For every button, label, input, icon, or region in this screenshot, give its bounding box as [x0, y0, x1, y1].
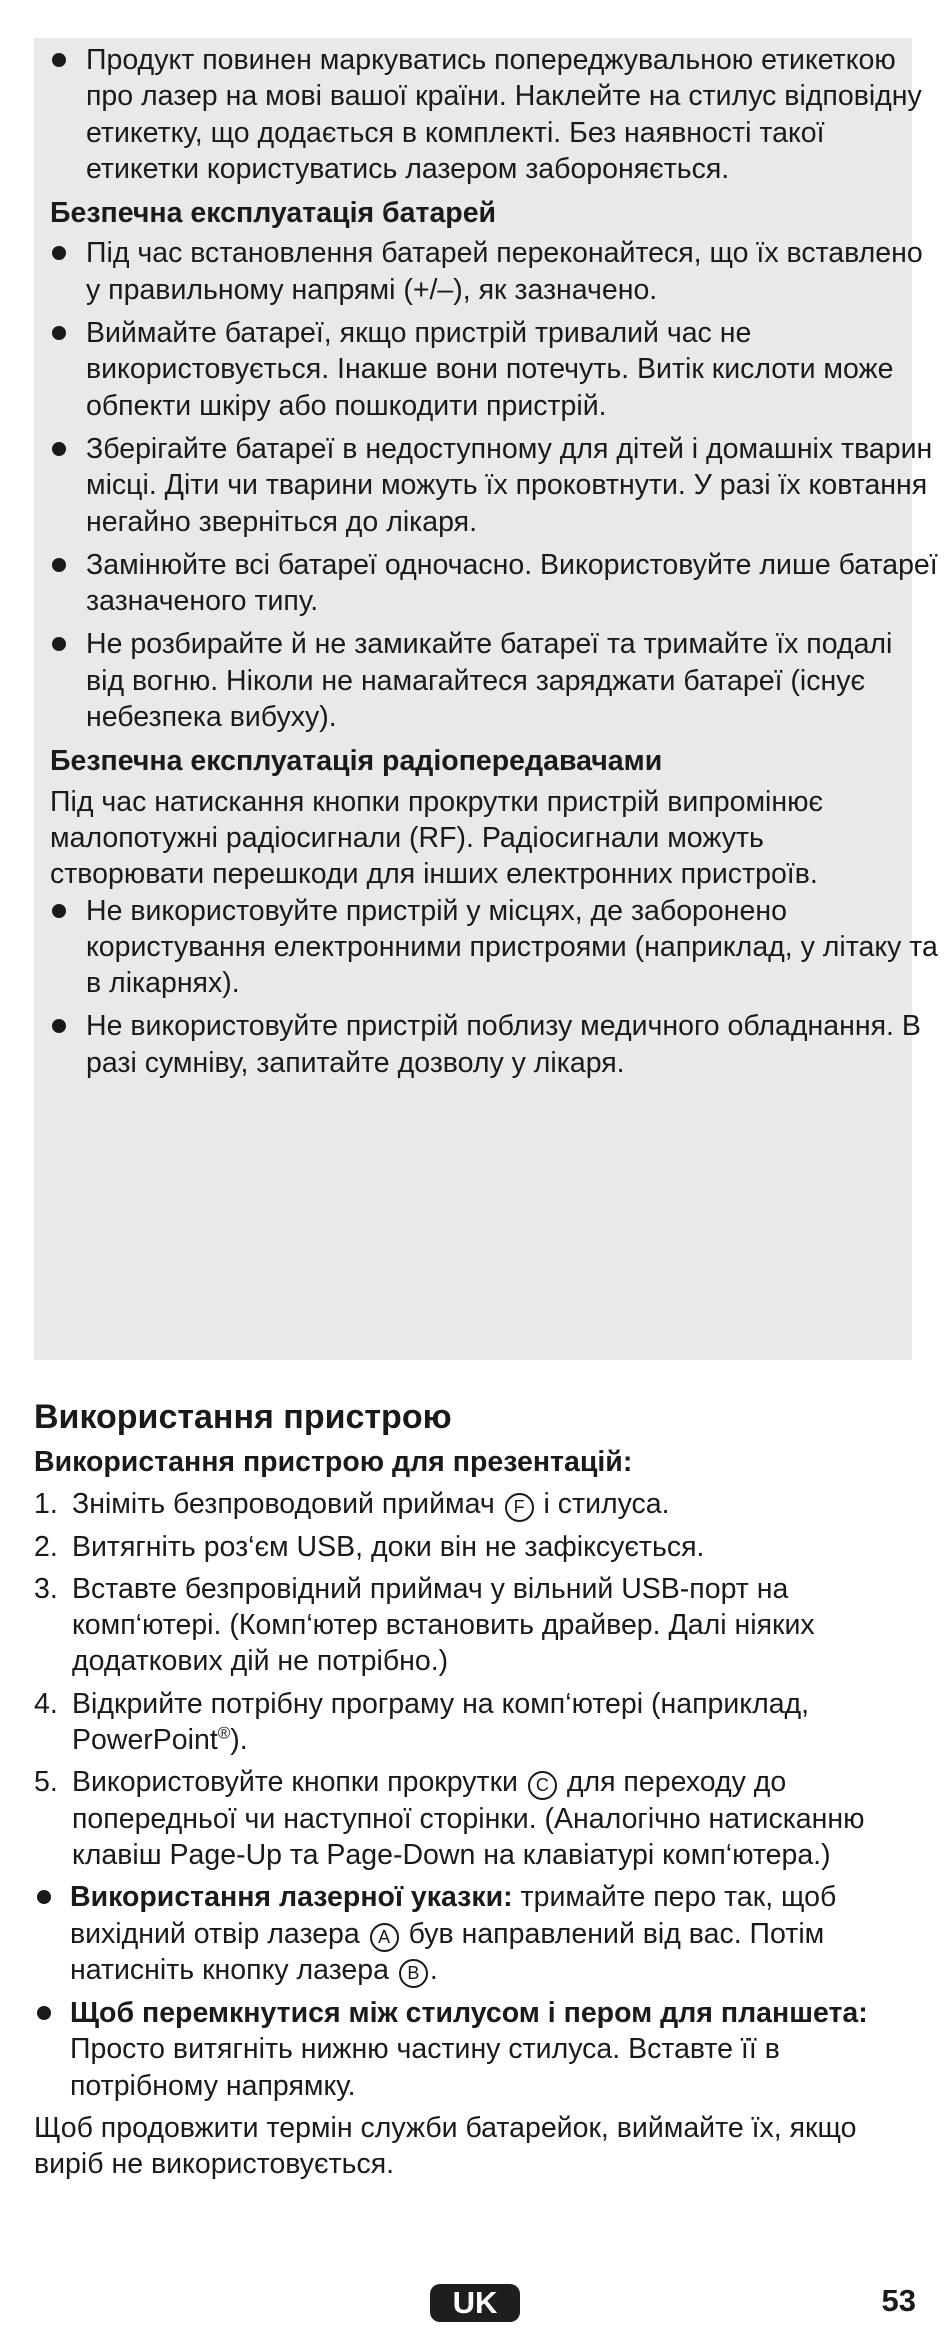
step-number: 5.	[34, 1766, 58, 1799]
step-text: Витягніть роз‘єм USB, доки він не зафіксується.	[72, 1530, 705, 1563]
switch-mode-text: Просто витягніть нижню частину стилуса. Вставте її в потрібному напрямку.	[70, 2033, 780, 2102]
step-item	[34, 1529, 914, 1565]
battery-item: Зберігайте батареї в недоступному для дітей і домашніх тварин місці. Діти чи тварини можуть їх проковтнути. У разі їх ковтання негайно зверніться до лікаря.	[50, 431, 938, 540]
step-number: 2.	[34, 1530, 58, 1563]
battery-safety-heading: Безпечна експлуатація батарей	[50, 197, 497, 230]
laser-pointer-text: був направлений від вас. Потім натисніть кнопку лазера	[70, 1917, 825, 1986]
usage-subtitle: Використання пристрою для презентацій:	[34, 1446, 633, 1478]
step-number: 4.	[34, 1687, 58, 1720]
step-text: і стилуса.	[535, 1488, 670, 1521]
marker-c-icon: C	[528, 1771, 557, 1800]
battery-item: Не розбирайте й не замикайте батареї та тримайте їх подалі від вогню. Ніколи не намагайтеся заряджати батареї (існує небезпека вибуху).	[50, 626, 938, 735]
registered-mark: ®	[217, 1723, 231, 1743]
radio-paragraph: Під час натискання кнопки прокрутки пристрій випромінює малопотужні радіосигнали (RF). Радіосигнали можуть створювати перешкоди для інших електронних пристроїв.	[50, 785, 824, 891]
laser-pointer-text: тримайте перо так, щоб вихідний отвір лазера	[70, 1881, 837, 1950]
step-item	[34, 1686, 914, 1759]
mode-bullets	[34, 1879, 914, 2104]
step-text: ).	[230, 1724, 248, 1757]
laser-pointer-item	[34, 1879, 930, 1988]
marker-b-icon: B	[399, 1959, 428, 1988]
step-text: для переходу до попередньої чи наступної сторінки. (Аналогічно натисканню клавіш Page-Up та Page-Down на клавіатурі комп‘ютера.)	[72, 1766, 865, 1871]
step-number: 3.	[34, 1572, 58, 1605]
marker-f-icon: F	[505, 1493, 534, 1522]
safety-notes-box	[34, 38, 938, 1360]
battery-item: Замінюйте всі батареї одночасно. Використовуйте лише батареї зазначеного типу.	[50, 547, 938, 620]
laser-pointer-text: .	[429, 1953, 438, 1986]
step-text: Вставте безпровідний приймач у вільний USB-порт на комп‘ютері. (Комп‘ютер встановить драйвер. Далі ніяких додаткових дій не потрібно.)	[72, 1572, 815, 1678]
battery-tip: Щоб продовжити термін служби батарейок, виймайте їх, якщо виріб не використовується.	[34, 2112, 857, 2181]
step-number: 1.	[34, 1488, 58, 1521]
usage-section	[34, 1396, 914, 2183]
battery-item: Виймайте батареї, якщо пристрій тривалий час не використовується. Інакше вони потечуть. Витік кислоти може обпекти шкіру або пошкодити пристрій.	[50, 315, 938, 424]
switch-mode-label: Щоб перемкнутися між стилусом і пером для планшета:	[70, 1997, 868, 2030]
step-text: Відкрийте потрібну програму на комп‘ютері (наприклад, PowerPoint	[72, 1687, 810, 1757]
battery-item: Під час встановлення батарей переконайтеся, що їх вставлено у правильному напрямі (+/–), як зазначено.	[50, 235, 938, 308]
step-item	[34, 1764, 914, 1873]
step-text: Використовуйте кнопки прокрутки	[72, 1766, 526, 1799]
laser-pointer-label: Використання лазерної указки:	[70, 1881, 513, 1914]
marker-a-icon: A	[370, 1923, 399, 1952]
radio-safety-heading: Безпечна експлуатація радіопередавачами	[50, 745, 663, 778]
radio-item: Не використовуйте пристрій поблизу медичного обладнання. В разі сумніву, запитайте дозволу у лікаря.	[50, 1008, 938, 1081]
step-text: Зніміть безпроводовий приймач	[72, 1488, 503, 1521]
switch-mode-item	[34, 1995, 930, 2104]
laser-label-item: Продукт повинен маркуватись попереджувальною етикеткою про лазер на мові вашої країни. Наклейте на стилус відповідну етикетку, що додається в комплекті. Без наявності такої етикетки користуватись лазером забороняється.	[50, 42, 938, 187]
page-number: 53	[881, 2283, 916, 2318]
language-badge: UK	[430, 2284, 520, 2322]
step-item	[34, 1571, 914, 1680]
radio-item: Не використовуйте пристрій у місцях, де заборонено користування електронними пристроями (наприклад, у літаку та в лікарнях).	[50, 893, 938, 1002]
steps-list	[34, 1486, 914, 1873]
step-item	[34, 1486, 914, 1522]
usage-title: Використання пристрою	[34, 1398, 452, 1436]
